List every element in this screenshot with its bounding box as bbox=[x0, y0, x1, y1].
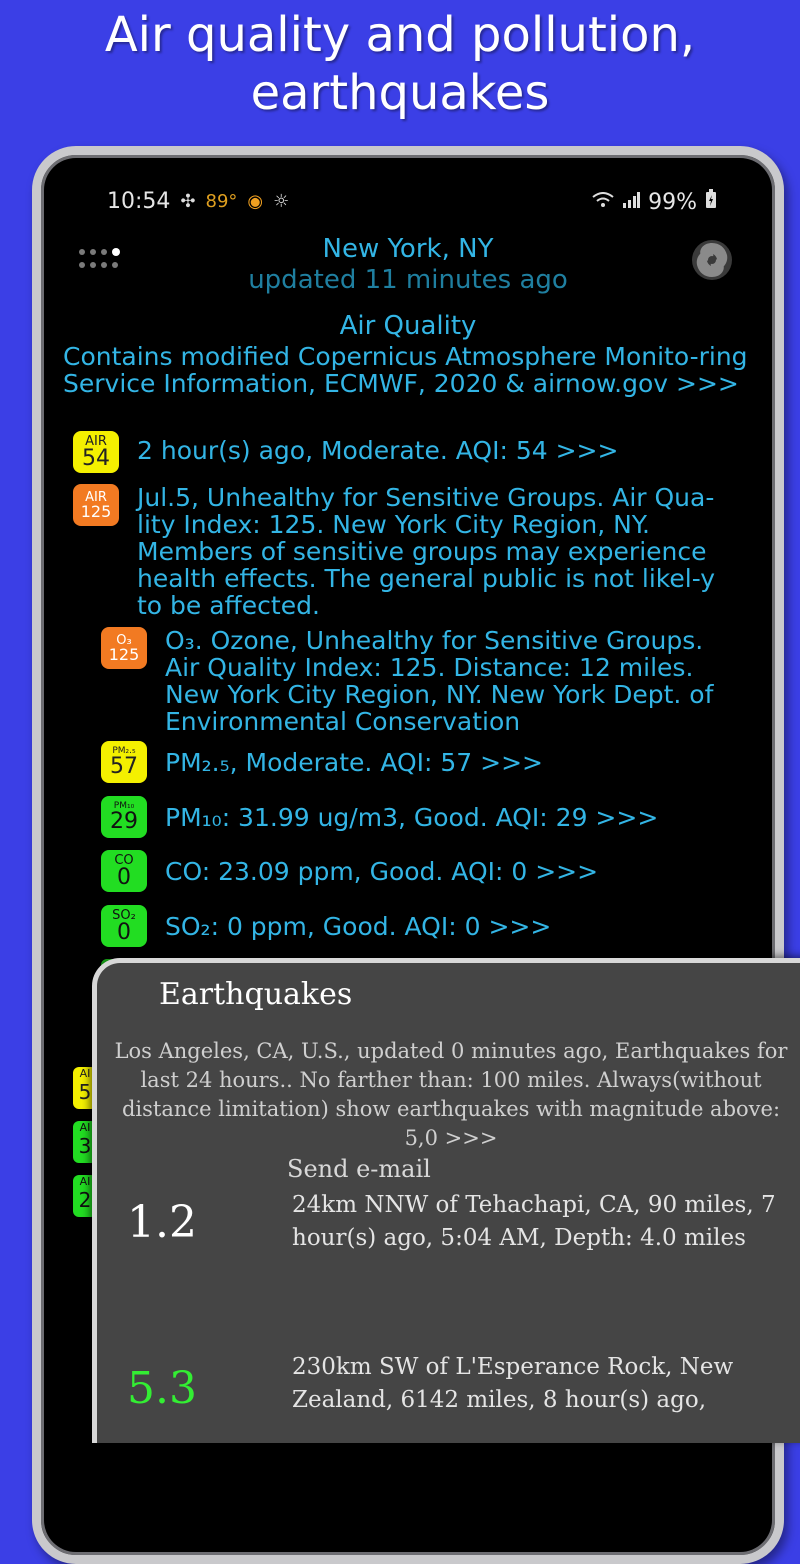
air-quality-section bbox=[41, 311, 775, 397]
weather-alert-icon: ◉ bbox=[247, 191, 264, 212]
ozone-row[interactable] bbox=[101, 627, 751, 735]
ozone-badge: O₃ 125 bbox=[101, 627, 147, 669]
earthquakes-settings-link[interactable]: Los Angeles, CA, U.S., updated 0 minutes ago, Earthquakes for last 24 hours.. No farther than: 100 miles. Always(without distance limitation) show earthquakes with magnitude above: 5,0 >>> bbox=[114, 1039, 788, 1150]
earthquakes-card[interactable] bbox=[92, 958, 800, 1443]
co-row-text: CO: 23.09 ppm, Good. AQI: 0 >>> bbox=[165, 857, 599, 886]
wifi-icon bbox=[592, 192, 614, 213]
quake-detail[interactable]: 230km SW of L'Esperance Rock, New Zealand, 6142 miles, 8 hour(s) ago, bbox=[292, 1354, 734, 1413]
status-temperature: 89° bbox=[205, 191, 238, 212]
signal-icon bbox=[622, 192, 640, 213]
so2-badge: SO₂ 0 bbox=[101, 905, 147, 947]
aqi-row-text: Jul.5, Unhealthy for Sensitive Groups. Air Qua-lity Index: 125. New York City Region, NY. Members of sensitive groups may experience health effects. The general public is not likel-y to be affected. bbox=[137, 483, 716, 620]
battery-percent: 99% bbox=[648, 189, 697, 215]
ozone-row-text: O₃. Ozone, Unhealthy for Sensitive Groups. Air Quality Index: 125. Distance: 12 miles. New York City Region, NY. New York Dept. of Environmental Conservation bbox=[165, 626, 714, 736]
status-bar bbox=[41, 181, 775, 221]
aqi-row-text: 2 hour(s) ago, Moderate. AQI: 54 >>> bbox=[137, 436, 619, 465]
air-quality-source-link[interactable]: Contains modified Copernicus Atmosphere Monito-ring Service Information, ECMWF, 2020 & airnow.gov >>> bbox=[63, 342, 748, 398]
earthquakes-title: Earthquakes bbox=[159, 977, 353, 1012]
pm25-badge: PM₂.₅ 57 bbox=[101, 741, 147, 783]
pm10-row[interactable] bbox=[101, 796, 751, 838]
quake-detail[interactable]: 24km NNW of Tehachapi, CA, 90 miles, 7 hour(s) ago, 5:04 AM, Depth: 4.0 miles bbox=[292, 1192, 776, 1251]
hidden-air-badge: AI 2 bbox=[73, 1175, 97, 1217]
status-time: 10:54 bbox=[107, 189, 171, 214]
send-email-button[interactable]: Send e-mail bbox=[287, 1155, 431, 1183]
aqi-badge: AIR 125 bbox=[73, 484, 119, 526]
partly-sunny-icon: ☼ bbox=[273, 191, 290, 212]
so2-row-text: SO₂: 0 ppm, Good. AQI: 0 >>> bbox=[165, 912, 552, 941]
hidden-air-badge: AI 5 bbox=[73, 1067, 97, 1109]
aqi-row-forecast[interactable] bbox=[73, 484, 753, 619]
location-header bbox=[41, 233, 775, 295]
co-badge: CO 0 bbox=[101, 850, 147, 892]
air-quality-title: Air Quality bbox=[339, 311, 477, 341]
pm25-row-text: PM₂.₅, Moderate. AQI: 57 >>> bbox=[165, 748, 544, 777]
aqi-row-current[interactable] bbox=[73, 431, 753, 473]
promo-headline bbox=[0, 6, 800, 122]
co-row[interactable] bbox=[101, 850, 751, 892]
hidden-air-badge: AI 3 bbox=[73, 1121, 97, 1163]
quake-magnitude: 5.3 bbox=[127, 1363, 197, 1414]
pm10-row-text: PM₁₀: 31.99 ug/m3, Good. AQI: 29 >>> bbox=[165, 803, 659, 832]
swirl-icon[interactable] bbox=[689, 237, 735, 283]
quake-magnitude: 1.2 bbox=[127, 1197, 197, 1248]
updated-time: updated 11 minutes ago bbox=[248, 265, 568, 295]
headline-line2: earthquakes bbox=[250, 65, 550, 121]
battery-icon bbox=[705, 189, 717, 215]
fan-icon: ✣ bbox=[180, 191, 196, 212]
so2-row[interactable] bbox=[101, 905, 751, 947]
headline-line1: Air quality and pollution, bbox=[104, 7, 696, 63]
pm25-row[interactable] bbox=[101, 741, 751, 783]
city-name[interactable]: New York, NY bbox=[322, 234, 494, 264]
aqi-badge: AIR 54 bbox=[73, 431, 119, 473]
pm10-badge: PM₁₀ 29 bbox=[101, 796, 147, 838]
